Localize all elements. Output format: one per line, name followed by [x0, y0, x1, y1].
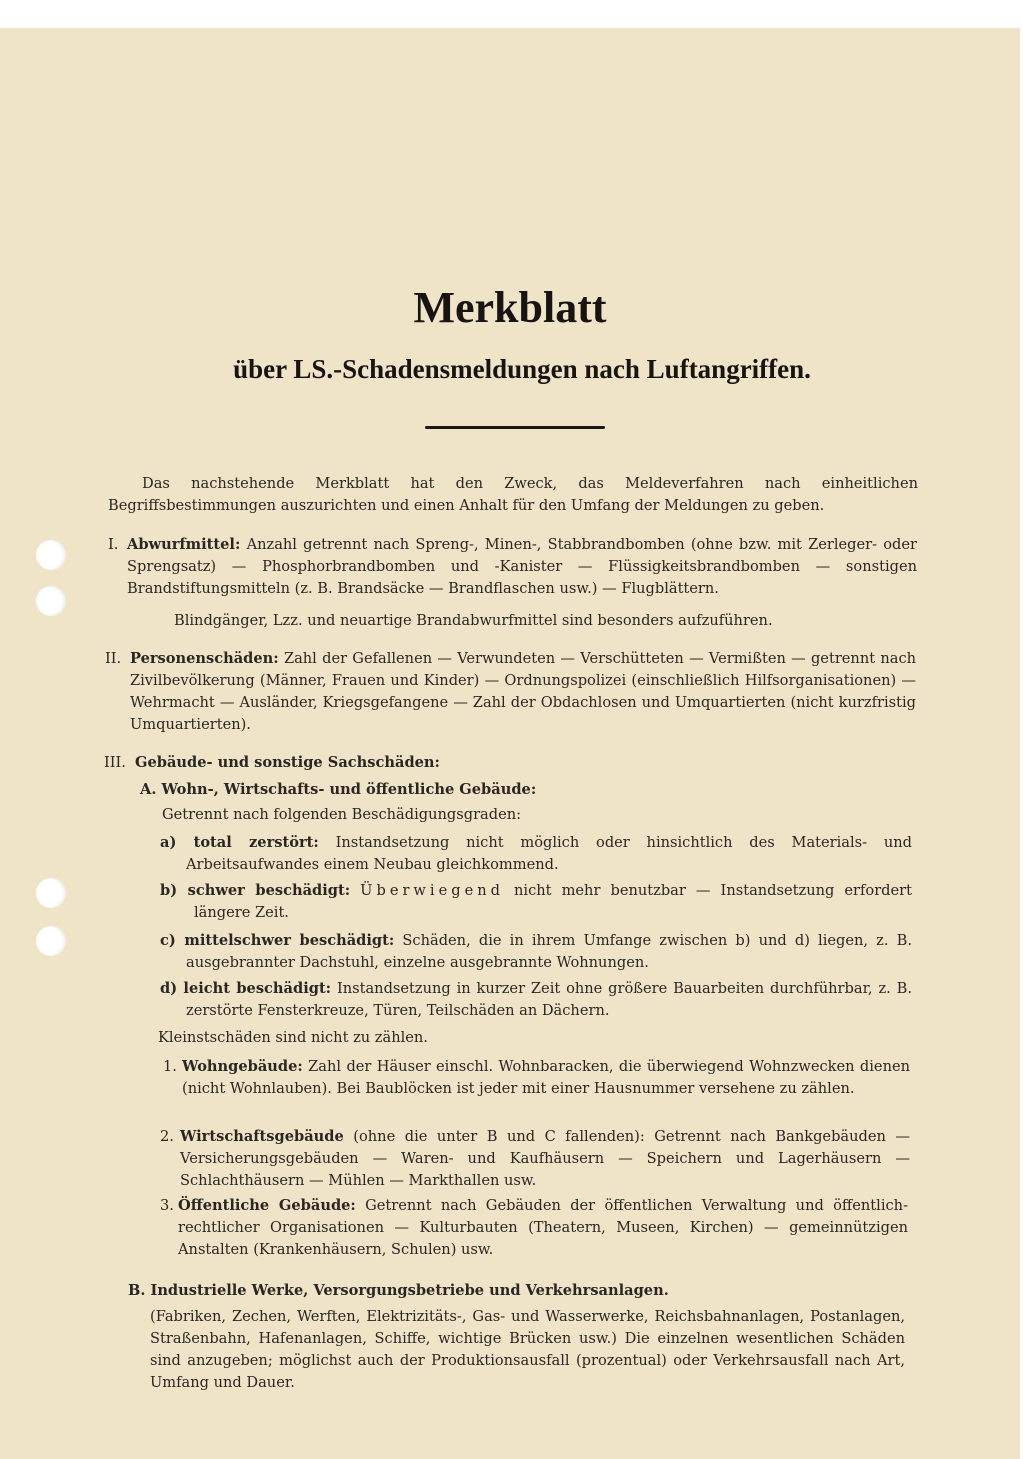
grade-text: Schäden, die in ihrem Umfange zwischen b) und d) liegen, z. B. ausgebrannter Dachstuhl, einzelne ausgebrannte Wohnungen. — [186, 932, 913, 971]
grade-text: Instandsetzung in kurzer Zeit ohne größere Bauarbeiten durchführbar, z. B. zerstörte Fensterkreuze, Türen, Teilschäden an Dächern. — [186, 980, 912, 1019]
item-number: 1. — [163, 1058, 177, 1075]
grade-text: nicht mehr benutzbar — Instandsetzung erfordert längere Zeit. — [194, 882, 912, 921]
item-wohngebaeude — [182, 1056, 910, 1100]
document-page — [0, 28, 1020, 1459]
punch-hole — [36, 540, 66, 570]
item-text: Getrennt nach Gebäuden der öffentlichen Verwaltung und öffentlich-rechtlicher Organisationen — Kulturbauten (Theatern, Museen, Kirchen) — gemeinnützigen Anstalten (Krankenhäusern, Schulen) usw. — [178, 1197, 908, 1258]
section-number: I. — [108, 536, 119, 553]
section-number: II. — [105, 650, 122, 667]
grade-b — [160, 880, 912, 924]
item-heading: Wohngebäude: — [182, 1058, 303, 1075]
grade-text: Instandsetzung nicht möglich oder hinsichtlich des Materials- und Arbeitsaufwandes einem Neubau gleichkommend. — [186, 834, 913, 873]
grade-emphasis: Überwiegend — [360, 882, 504, 899]
intro-paragraph: Das nachstehende Merkblatt hat den Zweck, das Meldeverfahren nach einheitlichen Begriffsbestimmungen auszurichten und einen Anhalt für den Umfang der Meldungen zu geben. — [108, 475, 918, 514]
item-wirtschaftsgebaeude — [180, 1126, 910, 1192]
section-personenschaeden — [130, 648, 916, 736]
item-text: Zahl der Häuser einschl. Wohnbaracken, die überwiegend Wohnzwecken dienen (nicht Wohnlauben). Bei Baublöcken ist jeder mit einer Hausnummer versehene zu zählen. — [182, 1058, 910, 1097]
subsection-intro: Getrennt nach folgenden Beschädigungsgraden: — [162, 806, 522, 823]
section-abwurfmittel — [127, 534, 917, 600]
item-heading: Öffentliche Gebäude: — [178, 1197, 356, 1214]
section-heading: Personenschäden: — [130, 650, 279, 667]
title-divider — [425, 426, 605, 429]
section-note: Blindgänger, Lzz. und neuartige Brandabwurfmittel sind besonders aufzuführen. — [174, 612, 773, 629]
grade-label: c) mittelschwer beschädigt: — [160, 932, 395, 949]
section-text: Anzahl getrennt nach Spreng-, Minen-, Stabbrandbomben (ohne bzw. mit Zerleger- oder Sprengsatz) — Phosphorbrandbomben und -Kanister — Flüssigkeitsbrandbomben — sonstigen Brandstiftungsmitteln (z. B. Brandsäcke — Brandflaschen usw.) — Flugblättern. — [127, 536, 918, 597]
section-heading: Abwurfmittel: — [127, 536, 241, 553]
item-oeffentliche-gebaeude — [178, 1195, 908, 1261]
grade-label: d) leicht beschädigt: — [160, 980, 332, 997]
grade-a — [160, 832, 912, 876]
punch-hole — [36, 878, 66, 908]
subsection-heading-a: A. Wohn-, Wirtschafts- und öffentliche Gebäude: — [140, 781, 537, 798]
grade-d — [160, 978, 912, 1022]
item-text: (ohne die unter B und C fallenden): Getrennt nach Bankgebäuden — Versicherungsgebäuden — Waren- und Kaufhäusern — Speichern und Lagerhäusern — Schlachthäusern — Mühlen — Markthallen usw. — [180, 1128, 910, 1189]
punch-hole — [36, 586, 66, 616]
item-number: 3. — [160, 1197, 174, 1214]
punch-hole — [36, 926, 66, 956]
grade-label: b) schwer beschädigt: — [160, 882, 351, 899]
section-heading: Gebäude- und sonstige Sachschäden: — [135, 754, 440, 771]
item-number: 2. — [160, 1128, 174, 1145]
note-kleinstschaeden: Kleinstschäden sind nicht zu zählen. — [158, 1029, 428, 1046]
grade-label: a) total zerstört: — [160, 834, 319, 851]
subsection-heading-b: B. Industrielle Werke, Versorgungsbetriebe und Verkehrsanlagen. — [128, 1282, 669, 1299]
section-text: Zahl der Gefallenen — Verwundeten — Verschütteten — Vermißten — getrennt nach Zivilbevölkerung (Männer, Frauen und Kinder) — Ordnungspolizei (einschließlich Hilfsorganisationen) — Wehrmacht — Ausländer, Kriegsgefangene — Zahl der Obdachlosen und Umquartierten (nicht kurzfristig Umquartierten). — [130, 650, 917, 733]
item-heading: Wirtschaftsgebäude — [180, 1128, 344, 1145]
document-title: Merkblatt — [413, 283, 607, 332]
document-subtitle: über LS.-Schadensmeldungen nach Luftangriffen. — [233, 354, 811, 384]
subsection-b-text: (Fabriken, Zechen, Werften, Elektrizitäts-, Gas- und Wasserwerke, Reichsbahnanlagen, Postanlagen, Straßenbahn, Hafenanlagen, Schiffe, wichtige Brücken usw.) Die einzelnen wesentlichen Schäden sind anzugeben; möglichst auch der Produktionsausfall (prozentual) oder Verkehrsausfall nach Art, Umfang und Dauer. — [150, 1308, 905, 1391]
section-number: III. — [104, 754, 126, 771]
grade-c — [160, 930, 912, 974]
